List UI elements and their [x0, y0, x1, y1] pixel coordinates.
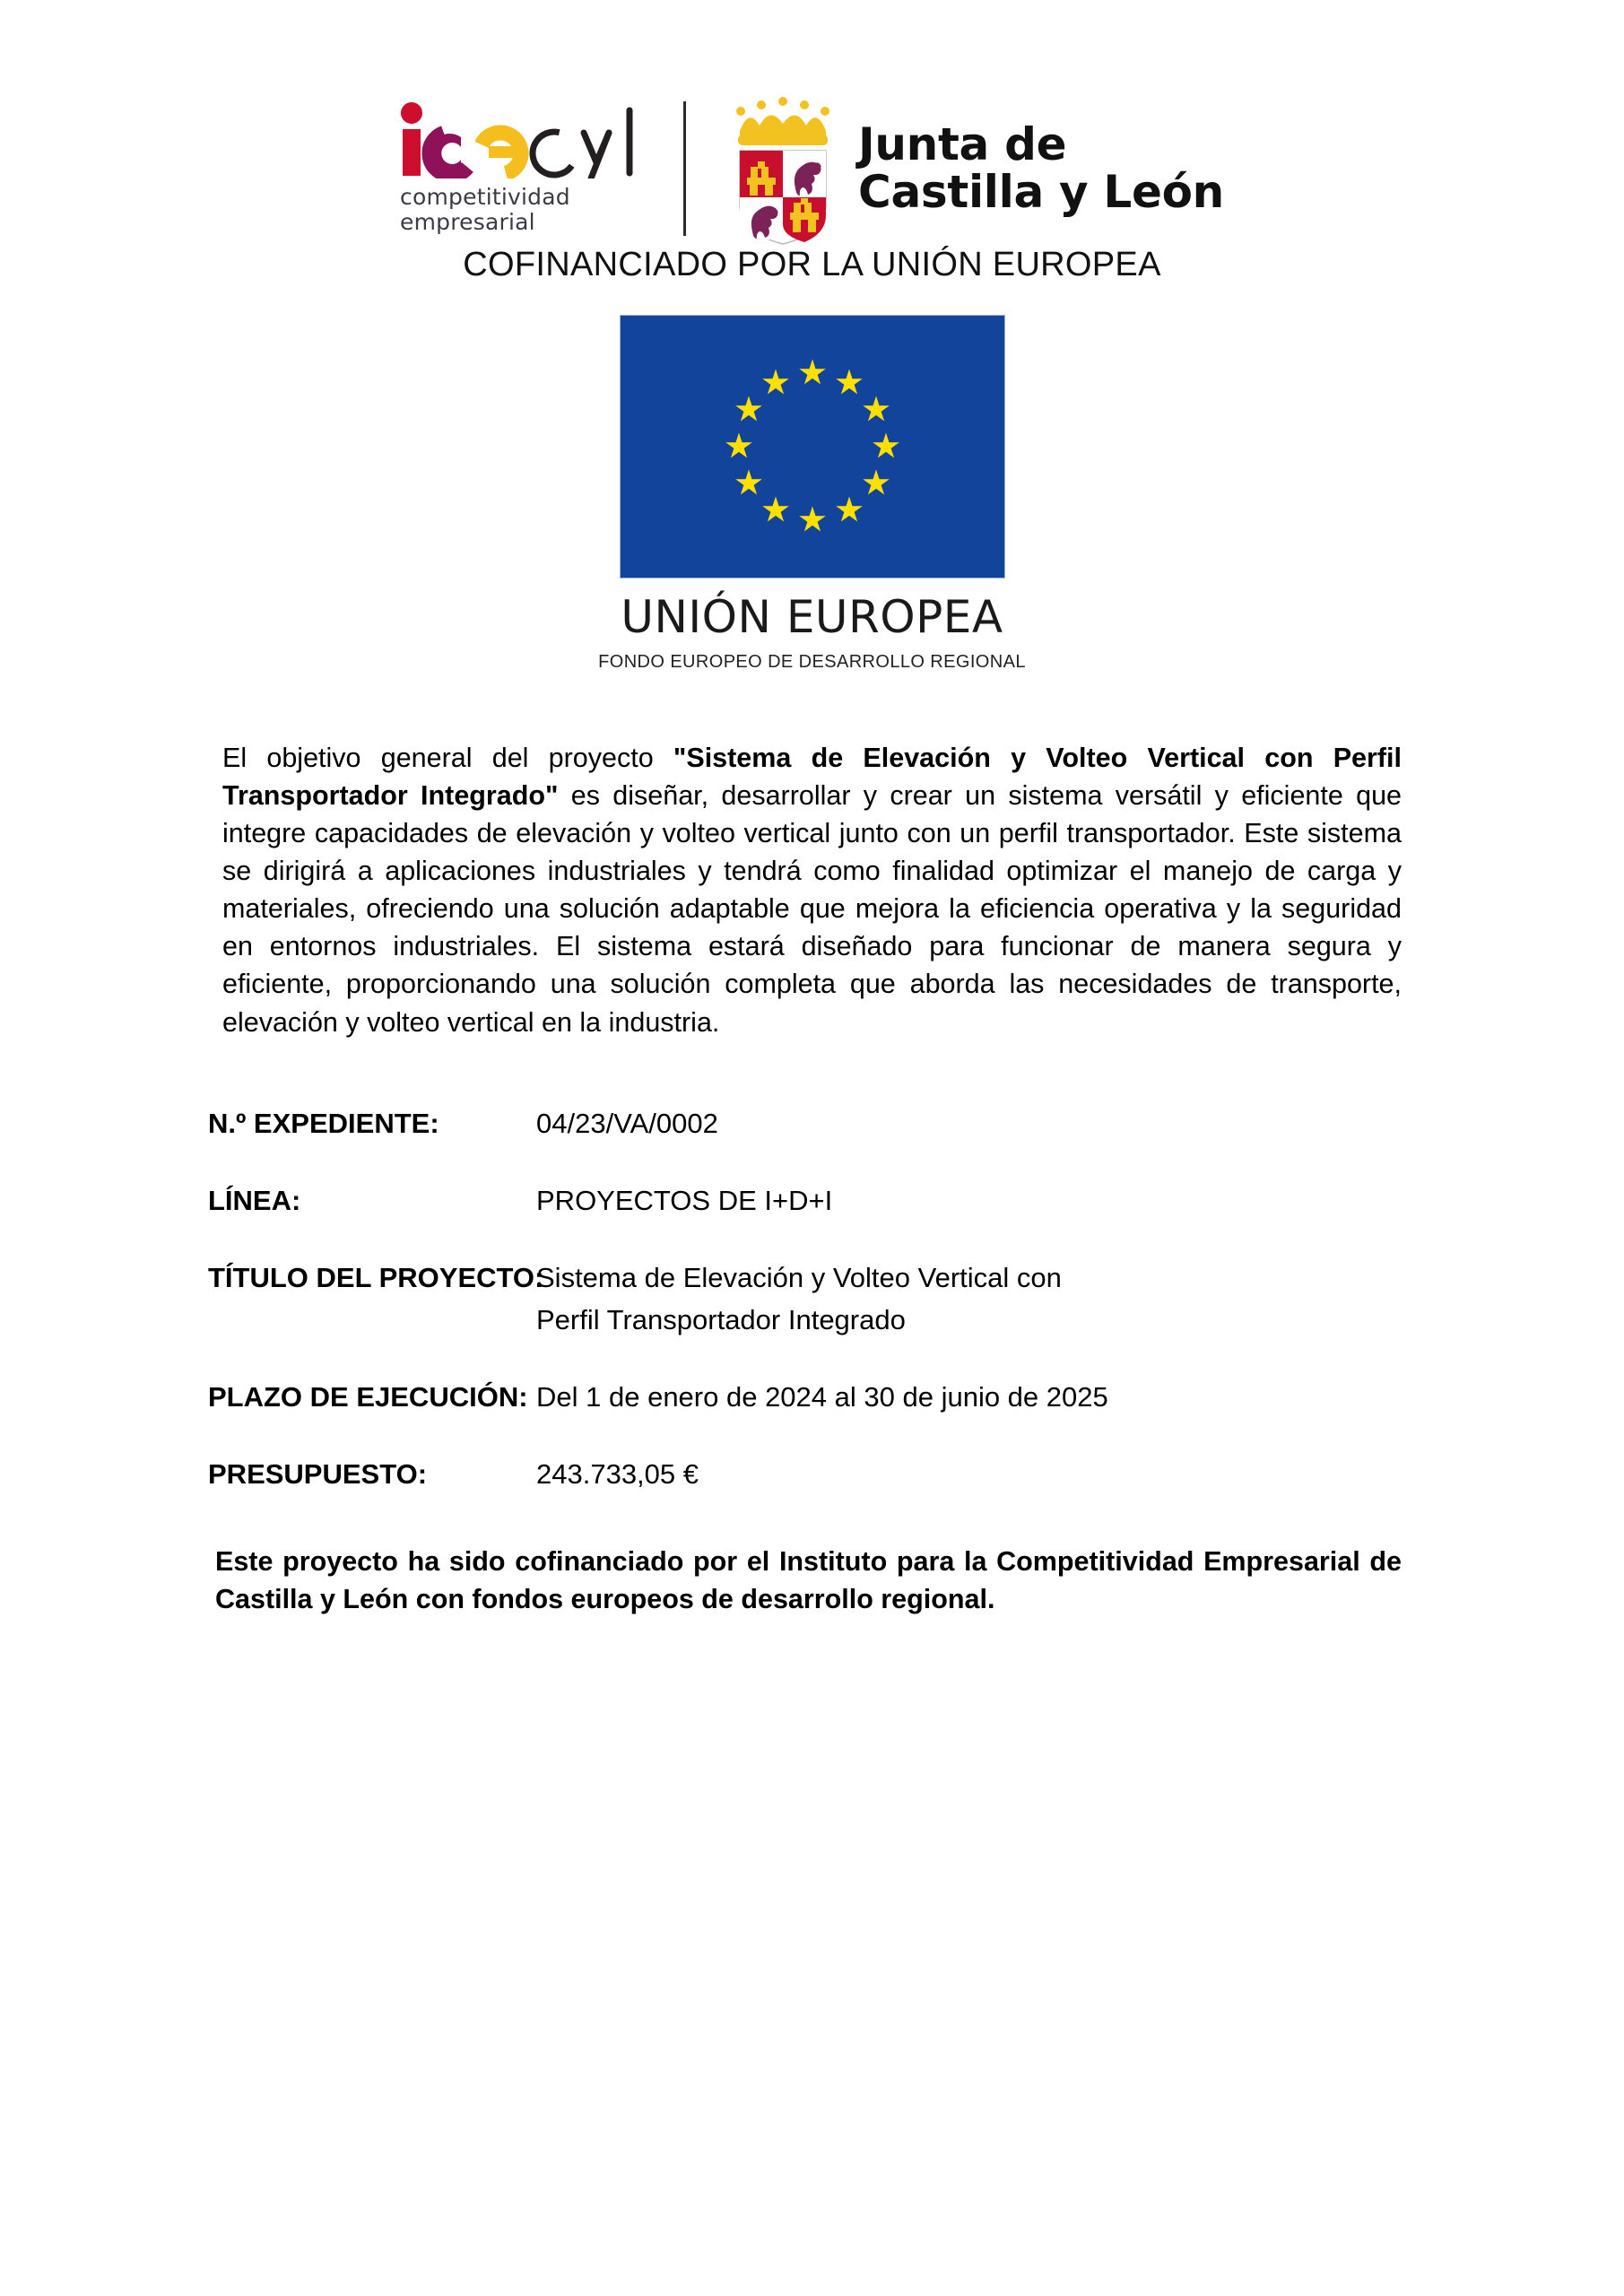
field-value-line: Del 1 de enero de 2024 al 30 de junio de 2025	[536, 1380, 1108, 1413]
eu-stars-icon	[621, 316, 1004, 578]
field-label-linea: LÍNEA:	[208, 1184, 301, 1216]
eu-flag	[620, 315, 1005, 578]
eu-flag-container	[0, 315, 1624, 578]
eu-star	[735, 396, 761, 422]
eu-cofinancing-heading: COFINANCIADO POR LA UNIÓN EUROPEA	[463, 246, 1161, 283]
junta-de-castilla-y-leon-logo	[725, 90, 1224, 248]
project-objective-paragraph	[222, 739, 1402, 1041]
field-value-expediente	[477, 1106, 718, 1142]
eu-caption: UNIÓN EUROPEA	[621, 591, 1003, 643]
icecyl-tagline-line2: empresarial	[400, 208, 535, 235]
field-label-plazo: PLAZO DE EJECUCIÓN:	[208, 1380, 528, 1413]
field-value-line: Sistema de Elevación y Volteo Vertical con	[536, 1262, 1062, 1294]
field-value-linea	[477, 1183, 832, 1219]
icecyl-wordmark-icon	[400, 101, 642, 178]
junta-wordmark-line2: Castilla y León	[858, 166, 1224, 218]
eu-star	[863, 470, 889, 495]
eu-star	[799, 360, 825, 385]
icecyl-tagline-line1: competitividad	[400, 183, 570, 210]
objective-intro: El objetivo general del proyecto	[222, 743, 673, 773]
eu-star	[873, 433, 899, 458]
icecyl-logo	[400, 103, 642, 235]
eu-star	[799, 507, 825, 532]
field-row-presupuesto	[208, 1457, 1410, 1492]
cofinancing-statement: Este proyecto ha sido cofinanciado por el Instituto para la Competitividad Empresarial de Castilla y León con fondos europeos de desarrollo regional.	[215, 1546, 1402, 1615]
icecyl-tagline	[400, 185, 570, 235]
field-value-line: 04/23/VA/0002	[536, 1107, 718, 1139]
junta-wordmark-line1: Junta de	[858, 118, 1067, 170]
eu-star	[725, 433, 751, 458]
eu-star	[836, 497, 862, 522]
field-value-titulo	[477, 1260, 1062, 1338]
field-label-presupuesto: PRESUPUESTO:	[208, 1458, 428, 1491]
field-row-expediente	[208, 1106, 1410, 1142]
field-row-linea	[208, 1183, 1410, 1219]
eu-star	[735, 470, 761, 495]
eu-star	[836, 369, 862, 394]
icecyl-wordmark	[400, 103, 642, 178]
eu-star	[762, 497, 788, 522]
field-row-titulo	[208, 1260, 1410, 1338]
field-label-titulo: TÍTULO DEL PROYECTO:	[208, 1262, 544, 1294]
objective-project-title: "Sistema de Elevación y Volteo Vertical con Perfil Transportador Integrado"	[222, 743, 1402, 812]
project-details-list	[208, 1106, 1410, 1493]
objective-rest: es diseñar, desarrollar y crear un sistema versátil y eficiente que integre capacidades de elevación y volteo vertical junto con un perfil transportador. Este sistema se dirigirá a aplicaciones industriales y tendrá como finalidad optimizar el manejo de carga y materiales, ofreciendo una solución adaptable que mejora la eficiencia operativa y la seguridad en entornos industriales. El sistema estará diseñado para funcionar de manera segura y eficiente, proporcionando una solución completa que aborda las necesidades de transporte, elevación y volteo vertical en la industria.	[222, 780, 1402, 1038]
logo-divider	[683, 101, 686, 236]
field-value-presupuesto	[477, 1457, 699, 1492]
junta-wordmark	[858, 118, 1224, 218]
field-value-line: PROYECTOS DE I+D+I	[536, 1184, 833, 1216]
field-value-line: 243.733,05 €	[536, 1458, 699, 1491]
field-value-line: Perfil Transportador Integrado	[536, 1303, 906, 1335]
eu-star	[863, 396, 889, 422]
field-label-expediente: N.º EXPEDIENTE:	[208, 1107, 439, 1139]
castilla-y-leon-crest-icon	[725, 90, 840, 248]
eu-star	[762, 369, 788, 394]
logo-header-band	[0, 0, 1624, 235]
field-value-plazo	[477, 1379, 1108, 1415]
field-row-plazo	[208, 1379, 1410, 1415]
eu-subcaption: FONDO EUROPEO DE DESARROLLO REGIONAL	[598, 652, 1026, 672]
